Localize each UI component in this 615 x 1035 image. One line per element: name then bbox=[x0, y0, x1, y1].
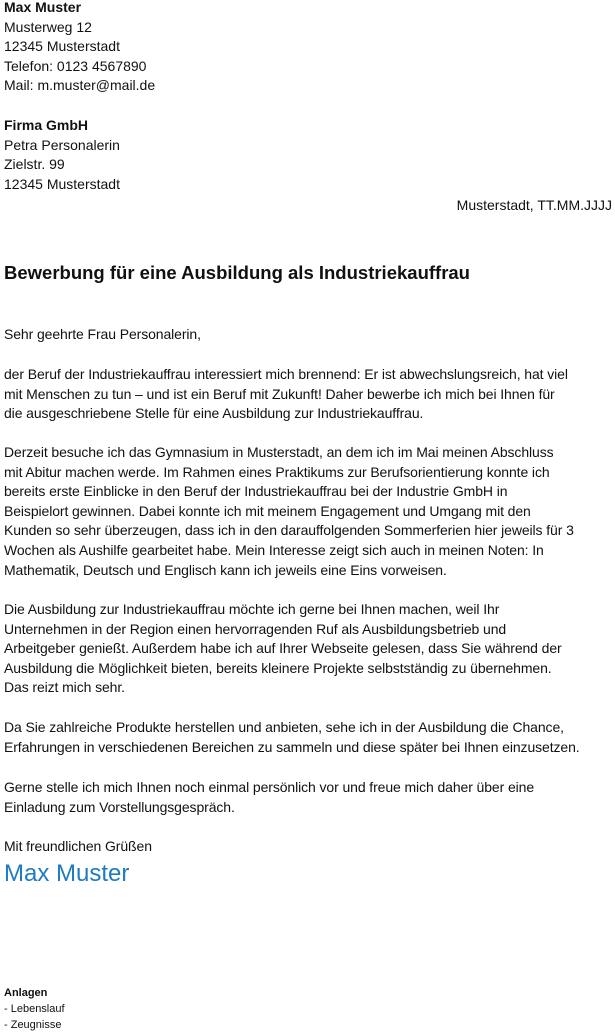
sender-phone: Telefon: 0123 4567890 bbox=[4, 57, 147, 74]
paragraph-1 bbox=[4, 365, 615, 424]
recipient-address bbox=[4, 116, 120, 194]
paragraph-line: Mathematik, Deutsch und Englisch kann ich jeweils eine Eins vorweisen. bbox=[4, 561, 447, 578]
paragraph-line: Gerne stelle ich mich Ihnen noch einmal persönlich vor und freue mich daher über eine bbox=[4, 779, 535, 795]
paragraph-line: Wochen als Aushilfe gearbeitet habe. Mein Interesse zeigt sich auch in meinen Noten: In bbox=[4, 541, 544, 558]
paragraph-line: Arbeitgeber genießt. Außerdem habe ich auf Ihrer Webseite gelesen, dass Sie während der bbox=[4, 640, 562, 657]
recipient-city: 12345 Musterstadt bbox=[4, 175, 120, 192]
sender-city: 12345 Musterstadt bbox=[4, 38, 120, 55]
paragraph-line: Derzeit besuche ich das Gymnasium in Musterstadt, an dem ich im Mai meinen Abschluss bbox=[4, 444, 554, 460]
paragraph-line: bereits erste Einblicke in den Beruf der Industriekauffrau bei der Industrie GmbH in bbox=[4, 483, 508, 500]
attachment-item: - Lebenslauf bbox=[4, 1003, 65, 1015]
paragraph-5 bbox=[4, 778, 615, 817]
letter-date: Musterstadt, TT.MM.JJJJ bbox=[456, 197, 612, 213]
paragraph-line: Beispielort gewinnen. Dabei konnte ich mit meinem Engagement und Umgang mit den bbox=[4, 502, 531, 519]
paragraph-line: Ausbildung die Möglichkeit bieten, bereits kleinere Projekte selbstständig zu übernehmen. bbox=[4, 659, 552, 676]
paragraph-4 bbox=[4, 718, 615, 757]
attachment-item: - Zeugnisse bbox=[4, 1019, 62, 1031]
closing: Mit freundlichen Grüßen bbox=[4, 838, 152, 854]
paragraph-3 bbox=[4, 600, 615, 698]
recipient-street: Zielstr. 99 bbox=[4, 156, 65, 173]
paragraph-line: Die Ausbildung zur Industriekauffrau möchte ich gerne bei Ihnen machen, weil Ihr bbox=[4, 601, 500, 617]
signature: Max Muster bbox=[4, 860, 130, 887]
paragraph-2 bbox=[4, 443, 615, 580]
paragraph-line: Das reizt mich sehr. bbox=[4, 679, 125, 696]
paragraph-line: Erfahrungen in verschiedenen Bereichen zu sammeln und diese später bei Ihnen einzusetzen. bbox=[4, 738, 580, 755]
paragraph-line: mit Menschen zu tun – und ist ein Beruf mit Zukunft! Daher bewerbe ich mich bei Ihnen für bbox=[4, 385, 555, 402]
recipient-person: Petra Personalerin bbox=[4, 136, 120, 153]
letter-subject: Bewerbung für eine Ausbildung als Industriekauffrau bbox=[4, 262, 470, 283]
attachments-title: Anlagen bbox=[4, 987, 48, 999]
paragraph-line: Einladung zum Vorstellungsgespräch. bbox=[4, 798, 235, 815]
paragraph-line: Da Sie zahlreiche Produkte herstellen und anbieten, sehe ich in der Ausbildung die Chance, bbox=[4, 719, 564, 735]
paragraph-line: die ausgeschriebene Stelle für eine Ausbildung zur Industriekauffrau. bbox=[4, 405, 424, 422]
sender-name: Max Muster bbox=[4, 0, 82, 15]
sender-mail: Mail: m.muster@mail.de bbox=[4, 77, 156, 94]
paragraph-line: Unternehmen in der Region einen hervorragenden Ruf als Ausbildungsbetrieb und bbox=[4, 620, 507, 637]
attachments bbox=[4, 985, 65, 1033]
paragraph-line: Kunden so sehr überzeugen, dass ich in den darauffolgenden Sommerferien hier jeweils für 3 bbox=[4, 522, 574, 539]
paragraph-line: der Beruf der Industriekauffrau interessiert mich brennend: Er ist abwechslungsreich, hat viel bbox=[4, 366, 568, 382]
sender-address bbox=[4, 0, 155, 96]
salutation: Sehr geehrte Frau Personalerin, bbox=[4, 326, 201, 342]
paragraph-line: mit Abitur machen werde. Im Rahmen eines Praktikums zur Berufsorientierung konnte ich bbox=[4, 463, 550, 480]
recipient-company: Firma GmbH bbox=[4, 117, 89, 133]
sender-street: Musterweg 12 bbox=[4, 18, 92, 35]
